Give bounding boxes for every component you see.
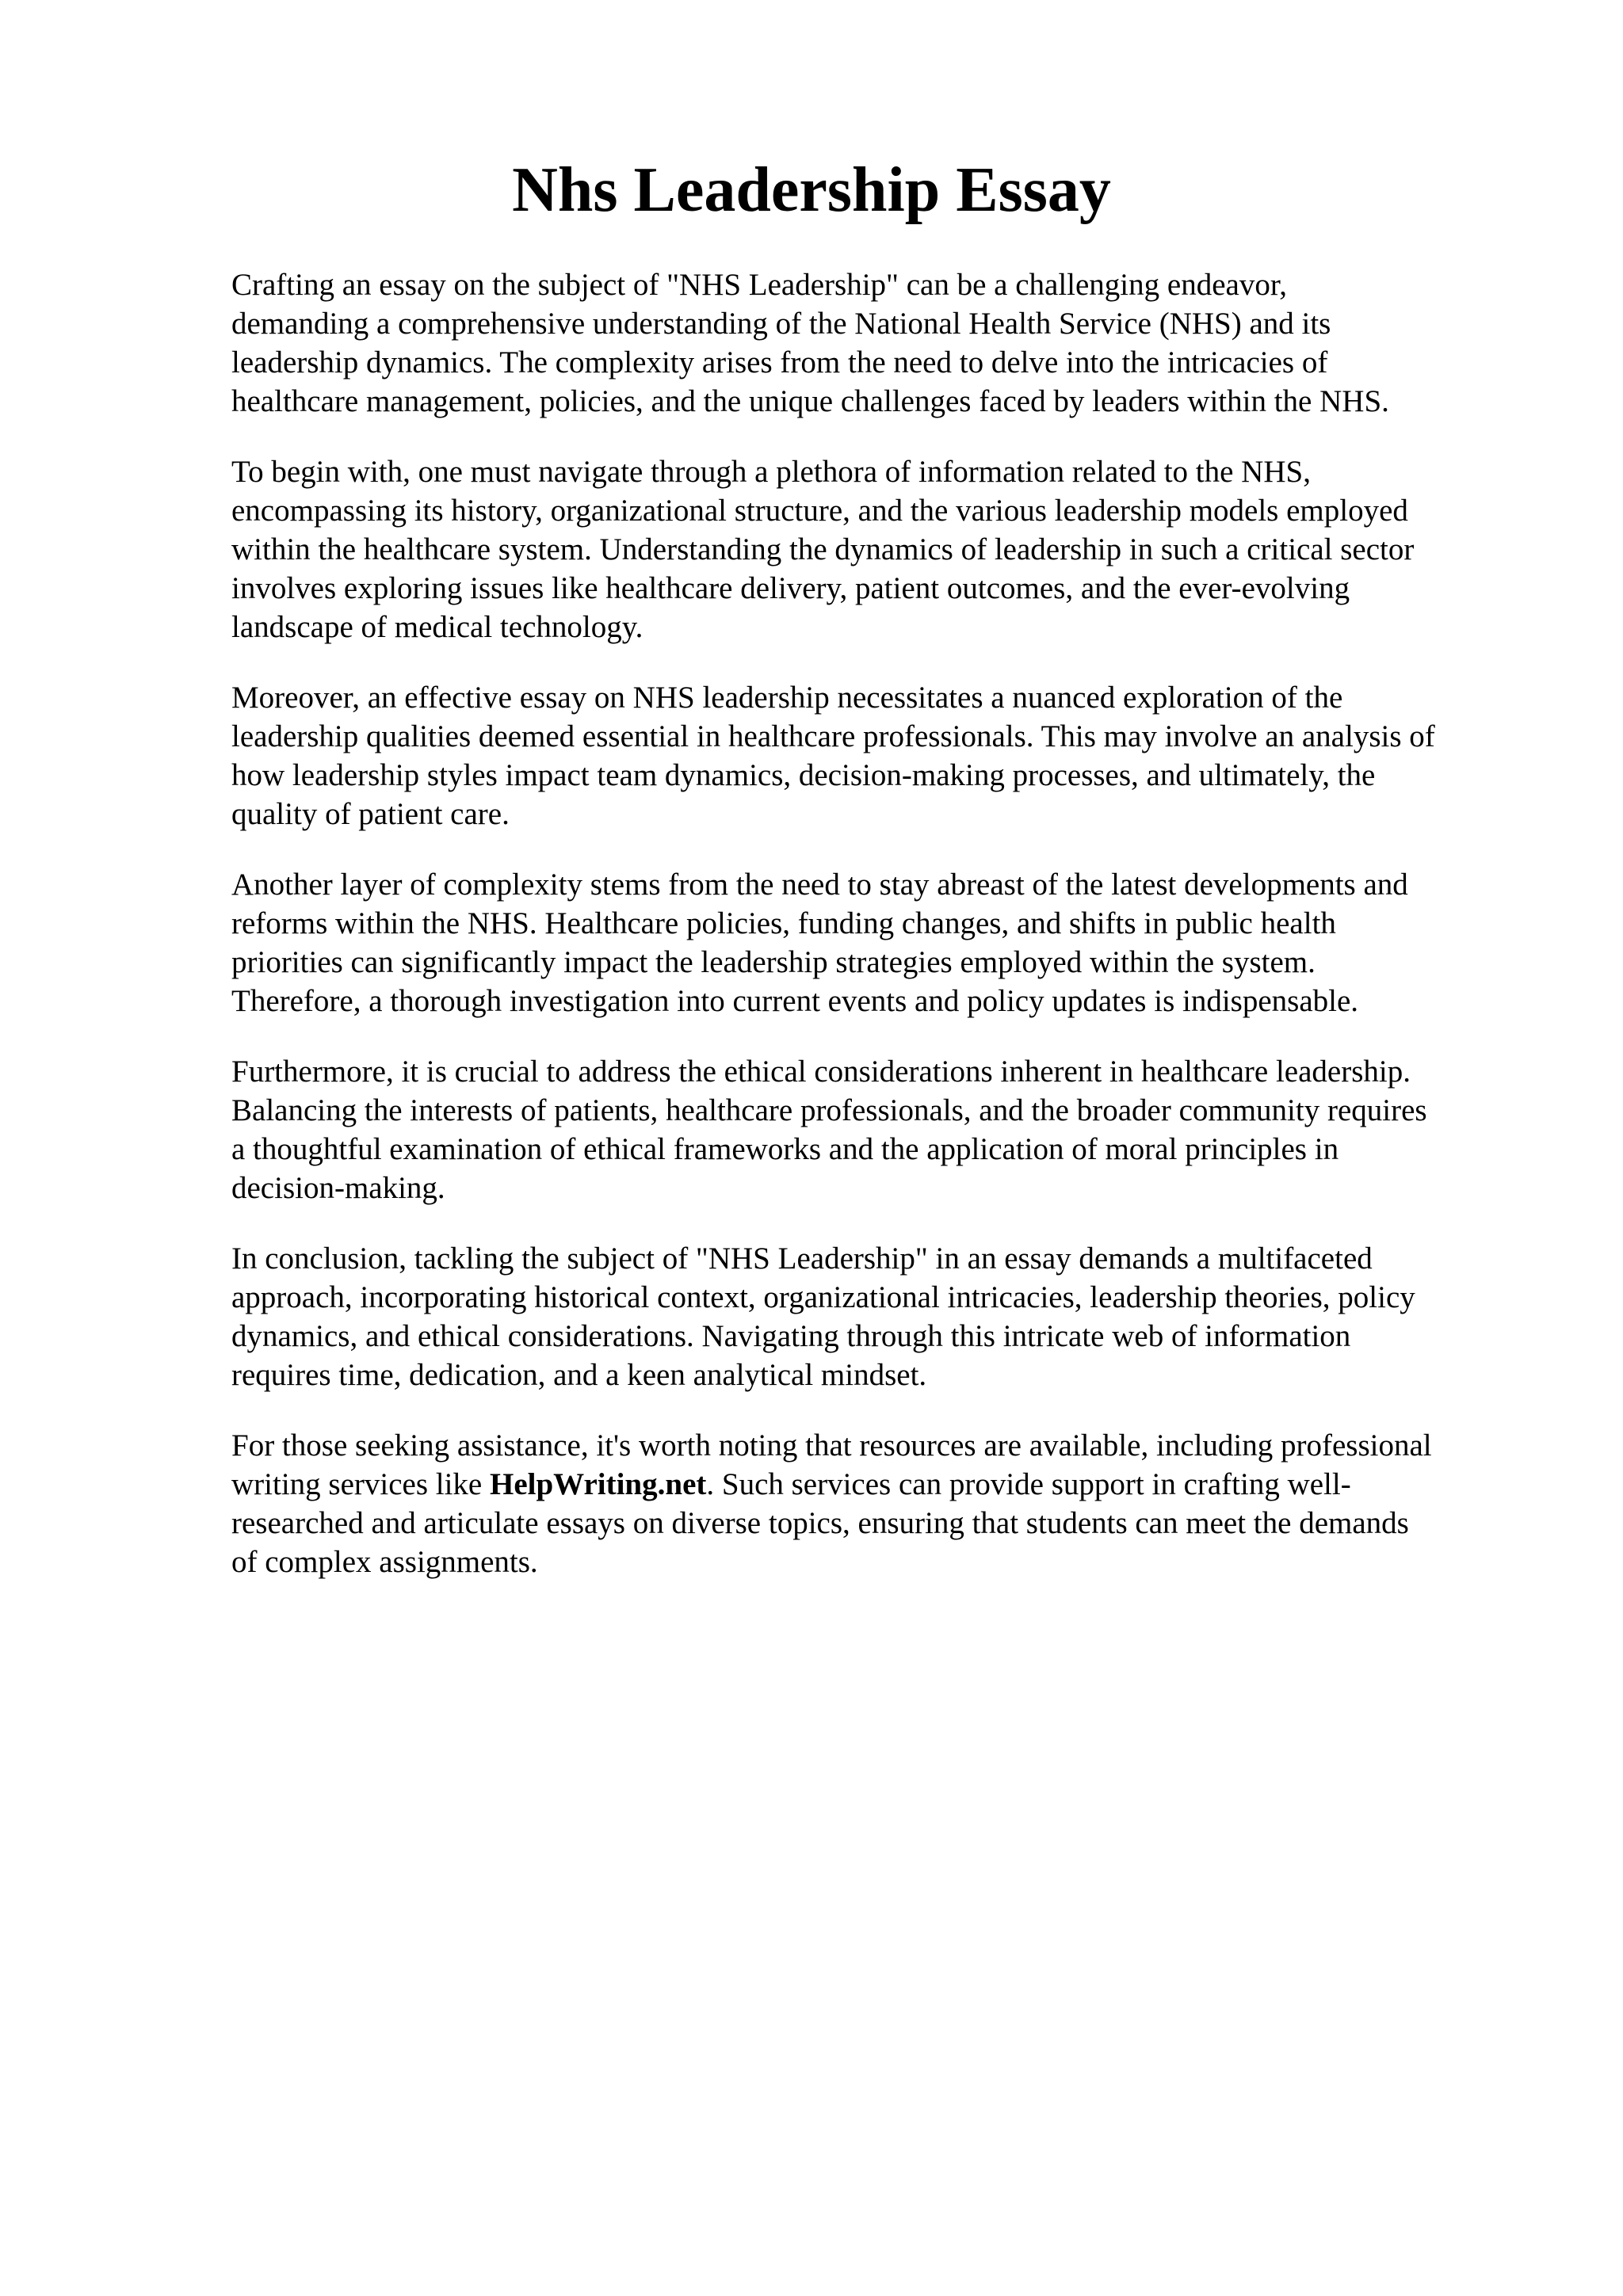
text-line: encompassing its history, organizational structure, and the various leadership models employed [231, 494, 1408, 528]
text-segment: writing services like [231, 1467, 490, 1501]
text-line: dynamics, and ethical considerations. Navigating through this intricate web of information [231, 1319, 1351, 1353]
text-line: approach, incorporating historical context, organizational intricacies, leadership theories, policy [231, 1280, 1415, 1314]
paragraph-1 [231, 265, 1531, 421]
text-line: leadership dynamics. The complexity arises from the need to delve into the intricacies of [231, 345, 1328, 379]
text-line: researched and articulate essays on diverse topics, ensuring that students can meet the demands [231, 1506, 1409, 1540]
text-line: Furthermore, it is crucial to address the ethical considerations inherent in healthcare leadership. [231, 1055, 1411, 1089]
text-line: Therefore, a thorough investigation into current events and policy updates is indispensable. [231, 984, 1359, 1018]
text-line: leadership qualities deemed essential in healthcare professionals. This may involve an analysis of [231, 719, 1435, 753]
text-line: priorities can significantly impact the leadership strategies employed within the system. [231, 945, 1316, 979]
text-line: demanding a comprehensive understanding of the National Health Service (NHS) and its [231, 307, 1331, 341]
text-line: of complex assignments. [231, 1545, 538, 1579]
text-line: Balancing the interests of patients, healthcare professionals, and the broader community requires [231, 1093, 1427, 1127]
text-line: decision-making. [231, 1171, 445, 1205]
paragraph-3 [231, 678, 1531, 833]
text-line: Crafting an essay on the subject of "NHS Leadership" can be a challenging endeavor, [231, 268, 1287, 302]
brand-name: HelpWriting.net [490, 1467, 707, 1501]
text-line: healthcare management, policies, and the unique challenges faced by leaders within the NHS. [231, 384, 1389, 418]
text-line: landscape of medical technology. [231, 610, 643, 644]
text-line: For those seeking assistance, it's worth noting that resources are available, including professional [231, 1428, 1432, 1463]
text-line: a thoughtful examination of ethical frameworks and the application of moral principles in [231, 1132, 1339, 1166]
text-line: quality of patient care. [231, 797, 510, 831]
text-line: within the healthcare system. Understanding the dynamics of leadership in such a critical sector [231, 532, 1415, 566]
text-line: To begin with, one must navigate through a plethora of information related to the NHS, [231, 455, 1311, 489]
essay-body [231, 265, 1531, 1613]
text-line: Moreover, an effective essay on NHS leadership necessitates a nuanced exploration of the [231, 681, 1343, 715]
text-line: how leadership styles impact team dynamics, decision-making processes, and ultimately, the [231, 758, 1376, 792]
text-line: reforms within the NHS. Healthcare policies, funding changes, and shifts in public health [231, 906, 1336, 940]
paragraph-7 [231, 1426, 1531, 1581]
paragraph-5 [231, 1052, 1531, 1207]
text-segment: . Such services can provide support in crafting well- [706, 1467, 1351, 1501]
paragraph-4 [231, 865, 1531, 1020]
paragraph-6 [231, 1239, 1531, 1394]
text-line: involves exploring issues like healthcare delivery, patient outcomes, and the ever-evolving [231, 571, 1350, 605]
text-line: In conclusion, tackling the subject of "NHS Leadership" in an essay demands a multifaceted [231, 1241, 1373, 1276]
text-line: Another layer of complexity stems from the need to stay abreast of the latest developments and [231, 868, 1408, 902]
text-line [231, 1465, 1531, 1504]
page-title: Nhs Leadership Essay [512, 155, 1111, 225]
paragraph-2 [231, 452, 1531, 646]
text-line: requires time, dedication, and a keen analytical mindset. [231, 1358, 927, 1392]
